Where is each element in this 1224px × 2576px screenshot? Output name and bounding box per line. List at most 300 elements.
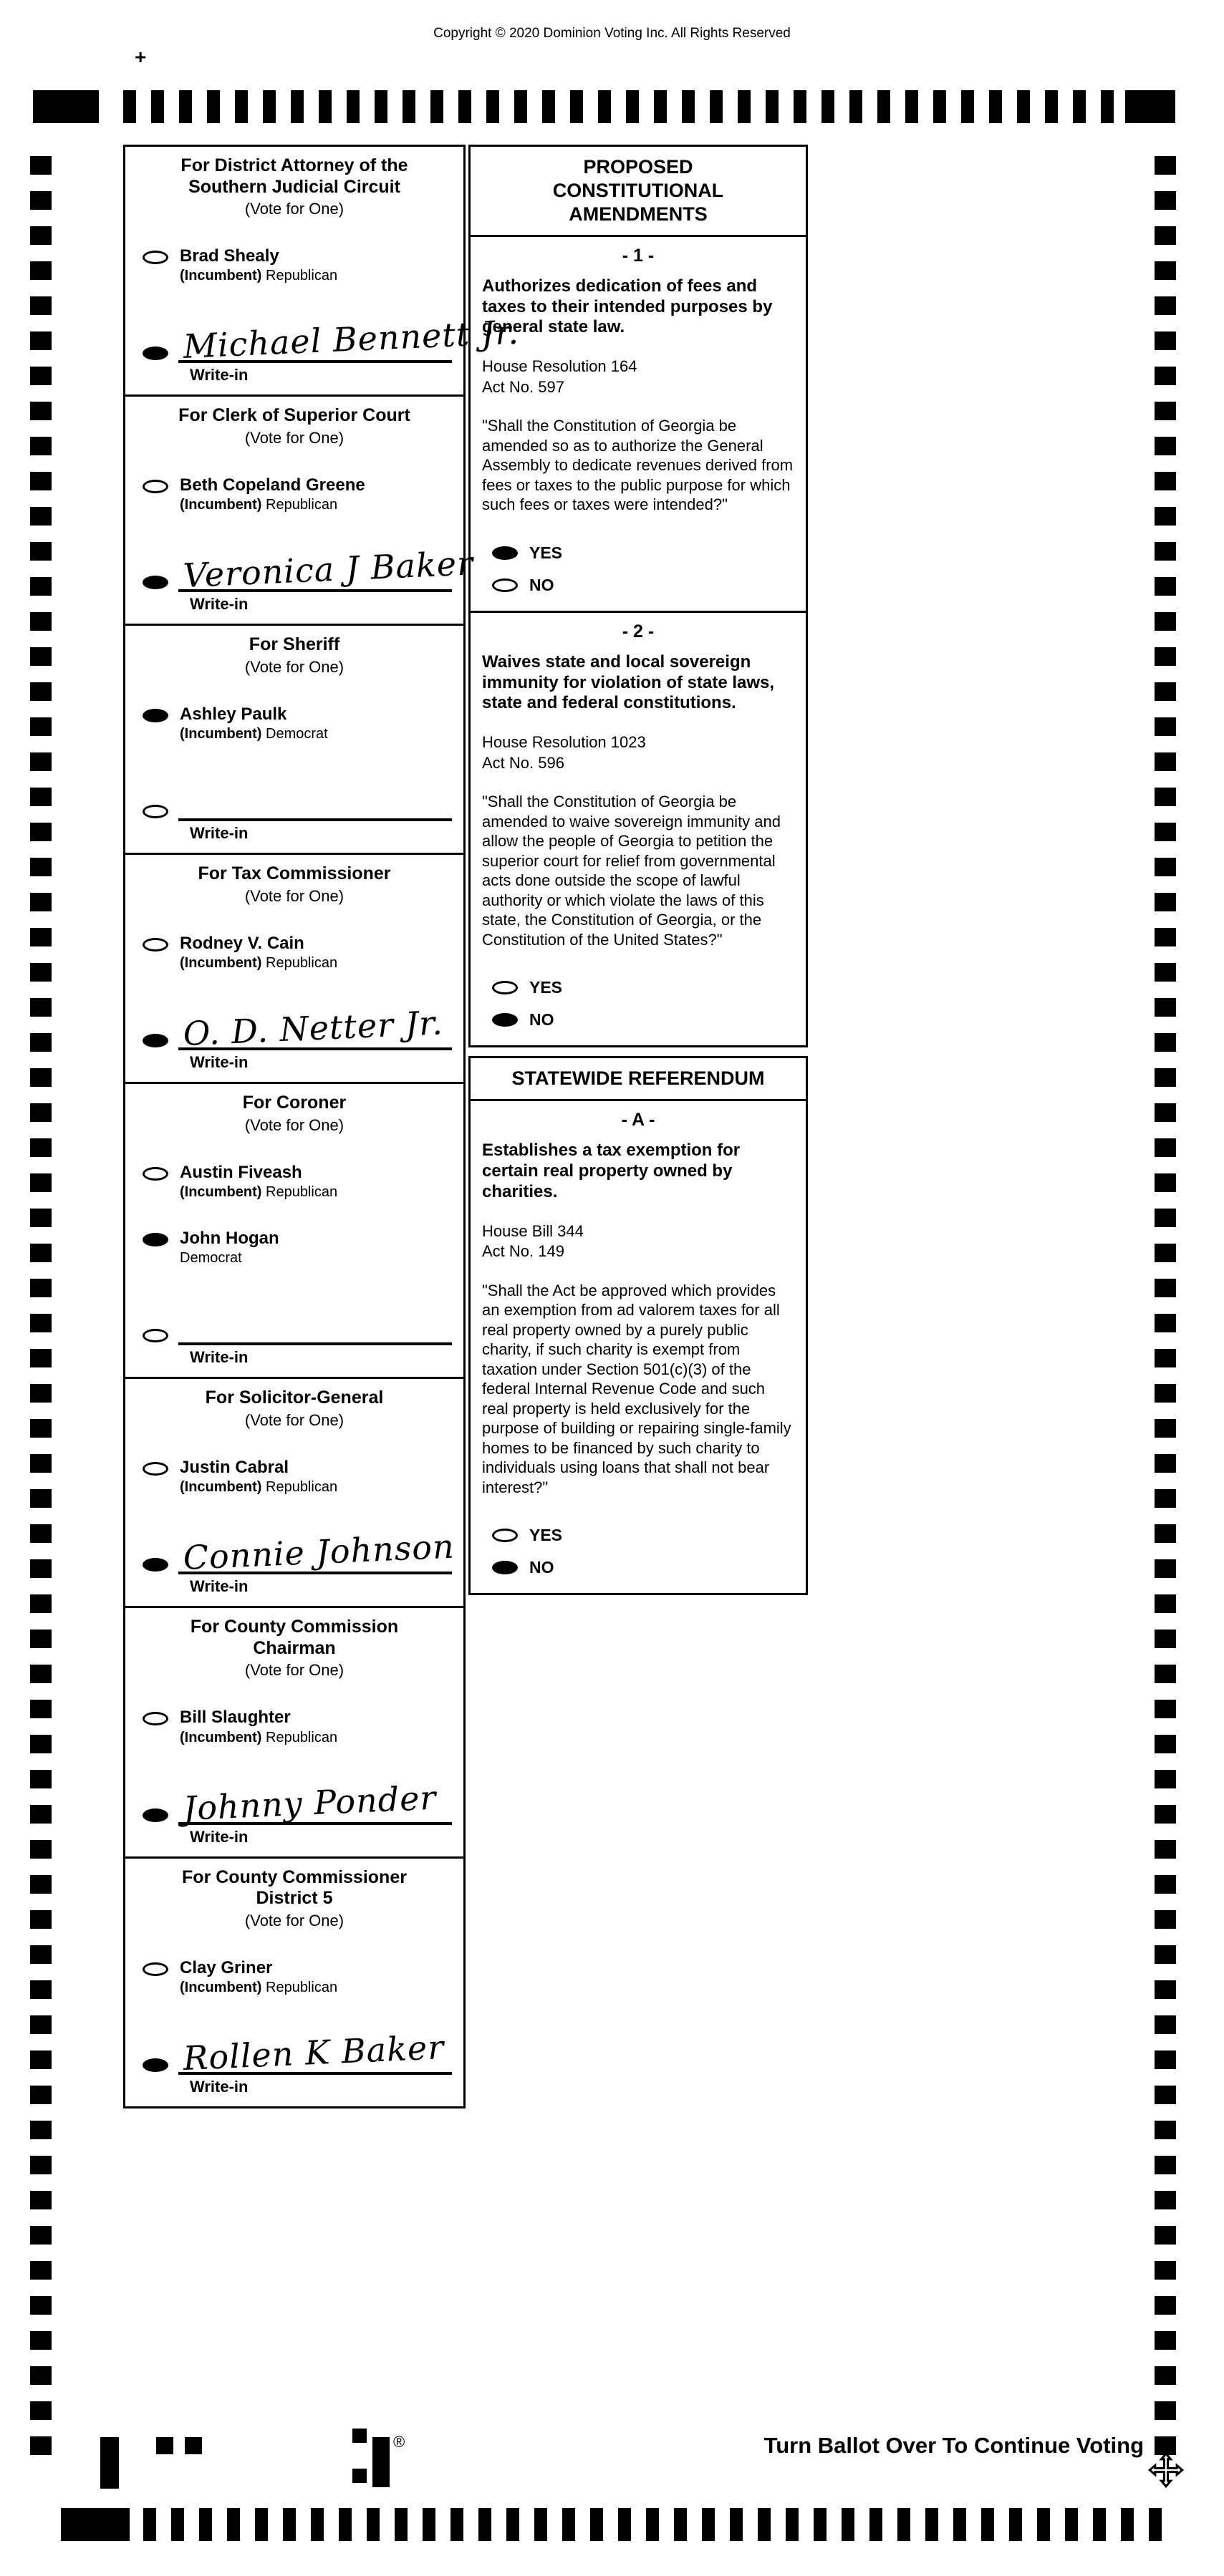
write-in-handwriting: Michael Bennett Jr. [182,312,520,367]
contest-solicitor-general [123,1377,466,1608]
write-in-section [143,2028,452,2096]
contest-commissioner-district-5 [123,1856,466,2108]
timing-mark [30,2436,52,2455]
timing-mark [618,2508,631,2541]
timing-mark [542,90,555,123]
timing-mark [30,1594,52,1613]
candidate-name: Austin Fiveash [180,1162,302,1182]
timing-mark [283,2508,296,2541]
timing-mark [30,2015,52,2034]
diagnostic-mark [352,2469,367,2483]
party-label: Republican [266,1479,338,1496]
incumbent-label: (Incumbent) [180,955,262,972]
candidate-text [180,1959,337,1996]
timing-mark [235,90,248,123]
write-in-label: Write-in [190,366,249,384]
ballot-oval[interactable] [143,938,168,952]
vote-for-instruction: (Vote for One) [244,1911,344,1929]
timing-mark [207,90,220,123]
measure-summary: Establishes a tax exemption for certain real property owned by charities. [482,1141,741,1201]
no-label: NO [529,1010,554,1030]
timing-mark [30,823,52,841]
yes-option [492,543,806,563]
write-in-row [143,1003,452,1054]
timing-mark [30,1033,52,1052]
timing-mark [562,2508,575,2541]
timing-mark [1121,2508,1134,2541]
candidate-name: Bill Slaughter [180,1708,291,1728]
timing-mark [1155,1419,1176,1438]
candidate-name: Justin Cabral [180,1457,289,1477]
timing-mark [1155,788,1176,806]
party-label: Republican [266,1729,338,1745]
candidate-name: Rodney V. Cain [180,933,304,953]
ballot-oval[interactable] [143,1233,168,1246]
timing-mark [30,402,52,420]
measure-number: - 1 - [622,245,655,266]
timing-mark [1155,1910,1176,1929]
yes-label: YES [529,978,563,997]
timing-corner-block [33,90,99,123]
candidate-row [143,1458,453,1496]
write-in-oval[interactable] [143,347,168,360]
timing-mark [1073,90,1086,123]
write-in-oval[interactable] [143,1329,168,1342]
write-in-label: Write-in [190,1577,249,1596]
timing-column-left [30,156,52,2455]
timing-mark [30,928,52,946]
timing-mark [598,90,611,123]
timing-mark [30,1279,52,1297]
contest-column [123,147,520,2108]
write-in-label: Write-in [190,1053,249,1072]
timing-mark [423,2508,435,2541]
timing-mark [1093,2508,1106,2541]
turn-ballot-over-instruction: Turn Ballot Over To Continue Voting [763,2433,1144,2458]
timing-mark [1155,1945,1176,1964]
registration-plus-mark: + [135,46,147,68]
timing-mark [1155,437,1176,455]
timing-mark [30,2261,52,2280]
candidate-row [143,1163,453,1201]
timing-row-top [123,90,1114,123]
incumbent-label: (Incumbent) [180,268,262,284]
write-in-row [143,1308,452,1345]
measure-question: "Shall the Constitution of Georgia be amended so as to authorize the General Assembly to dedicate revenues derived from fees or taxes to the public purpose for which such fees or taxes were intended?" [482,417,794,514]
ballot-oval[interactable] [143,1712,168,1725]
timing-mark [897,2508,910,2541]
timing-mark [1155,367,1176,385]
candidate-text [180,1708,337,1745]
copyright-notice: Copyright © 2020 Dominion Voting Inc. All Rights Reserved [433,26,791,41]
ballot-oval[interactable] [143,1462,168,1476]
candidate-name: Brad Shealy [180,246,279,266]
timing-mark [1155,472,1176,490]
party-label: Republican [266,1183,338,1200]
timing-mark [1155,1033,1176,1052]
candidate-text [180,705,328,742]
timing-mark [821,90,834,123]
timing-mark [1155,2401,1176,2420]
timing-mark [981,2508,994,2541]
timing-mark [1155,1349,1176,1367]
timing-mark [30,191,52,210]
candidate-text [180,1229,279,1267]
candidate-detail [180,497,365,513]
timing-mark [1155,963,1176,982]
timing-mark [478,2508,491,2541]
timing-mark [877,90,890,123]
timing-mark [30,2050,52,2069]
write-in-line[interactable] [178,312,520,367]
no-oval[interactable] [492,578,518,592]
contest-tax-commissioner [123,853,466,1084]
write-in-line[interactable] [178,1526,456,1578]
party-label: Republican [266,955,338,972]
timing-mark [430,90,443,123]
write-in-section [143,1526,456,1596]
timing-mark [1155,226,1176,245]
diagnostic-mark [372,2437,390,2487]
timing-mark [1155,1980,1176,1999]
write-in-line[interactable] [178,1778,452,1828]
timing-mark [842,2508,854,2541]
timing-mark [1155,2296,1176,2315]
no-label: NO [529,1558,554,1577]
timing-mark [30,1910,52,1929]
timing-mark [1017,90,1030,123]
candidate-name: John Hogan [180,1228,279,1248]
timing-mark [30,1945,52,1964]
contest-title: For County Commissioner District 5 [182,1866,407,1909]
timing-mark [1155,296,1176,315]
timing-mark [30,1454,52,1473]
no-oval[interactable] [492,1013,518,1027]
timing-mark [1065,2508,1078,2541]
write-in-line[interactable] [178,1308,452,1345]
timing-mark [30,2296,52,2315]
timing-mark [30,788,52,806]
timing-mark [1155,1068,1176,1087]
timing-mark [766,90,779,123]
timing-mark [30,858,52,876]
timing-mark [30,1770,52,1788]
timing-mark [1155,1138,1176,1157]
write-in-handwriting: O. D. Netter Jr. [182,1003,444,1054]
party-label: Republican [266,268,338,284]
contest-sheriff [123,624,466,855]
contest-title: For Clerk of Superior Court [178,405,410,426]
contest-district-attorney [123,145,520,397]
candidate-detail [180,955,337,972]
contest-commission-chairman [123,1606,466,1858]
timing-mark [30,752,52,771]
timing-mark [30,1630,52,1648]
timing-mark [1155,2121,1176,2139]
party-label: Republican [266,497,338,513]
timing-mark [339,2508,352,2541]
party-label: Democrat [180,1250,242,1267]
write-in-label: Write-in [190,1827,249,1846]
write-in-oval[interactable] [143,1558,168,1572]
timing-mark [570,90,583,123]
write-in-handwriting: Veronica J Baker [182,543,475,596]
timing-mark [30,682,52,701]
timing-mark [1149,2508,1162,2541]
contest-clerk-superior-court [123,394,475,626]
contest-title: For District Attorney of the Southern Judicial Circuit [180,155,408,197]
timing-mark [30,472,52,490]
timing-mark [1155,612,1176,631]
timing-mark [646,2508,659,2541]
write-in-section [143,1003,452,1072]
timing-mark [30,2156,52,2174]
write-in-oval[interactable] [143,1034,168,1047]
measure-options [492,1526,806,1577]
measure-a [468,1099,808,1595]
measure-reference [471,1221,806,1262]
candidate-text [180,1163,337,1201]
timing-mark [30,963,52,982]
timing-mark [1155,191,1176,210]
timing-mark [30,367,52,385]
timing-mark [30,331,52,350]
timing-mark [403,90,415,123]
diagnostic-mark [156,2437,173,2454]
timing-mark [30,1735,52,1753]
candidate-text [180,247,337,284]
measure-question: "Shall the Constitution of Georgia be amended to waive sovereign immunity and allow the people of Georgia to petition the superior court for relief from governmental acts done outside the scope of lawful authority or which violate the laws of this state, the Constitution of Georgia, or the Constitution of the United States?" [482,793,781,949]
timing-mark [255,2508,268,2541]
candidate-row [143,1708,453,1745]
timing-mark [30,2226,52,2245]
vote-for-instruction: (Vote for One) [244,1115,344,1134]
amendments-header: PROPOSED CONSTITUTIONAL AMENDMENTS [552,156,724,225]
write-in-section [143,312,520,384]
timing-mark [1155,647,1176,666]
no-label: NO [529,575,554,594]
timing-mark [30,296,52,315]
timing-mark [682,90,695,123]
write-in-label: Write-in [190,2078,249,2096]
timing-mark [30,1209,52,1227]
candidate-row [143,1229,453,1267]
timing-mark [1155,717,1176,736]
timing-mark [1155,998,1176,1017]
vote-for-instruction: (Vote for One) [244,886,344,905]
timing-mark [30,2121,52,2139]
timing-mark [179,90,192,123]
measure-2 [468,611,808,1048]
timing-mark [30,717,52,736]
timing-mark [905,90,918,123]
timing-mark [227,2508,240,2541]
measure-reference [471,732,806,773]
timing-mark [263,90,276,123]
contest-title: For Sheriff [249,634,340,655]
write-in-section [143,1308,452,1367]
timing-mark [1155,1524,1176,1543]
timing-mark [30,577,52,596]
write-in-section [143,784,452,843]
timing-mark [1155,156,1176,175]
yes-oval[interactable] [492,546,518,560]
no-oval[interactable] [492,1561,518,1574]
timing-mark [1155,2015,1176,2034]
timing-row-bottom [143,2508,1162,2541]
timing-mark [626,90,639,123]
party-label: Republican [266,1980,338,1996]
no-option [492,576,806,595]
timing-mark [1155,1454,1176,1473]
incumbent-label: (Incumbent) [180,1980,262,1996]
write-in-line[interactable] [178,1003,452,1054]
timing-mark [1155,2086,1176,2104]
write-in-line[interactable] [178,543,475,596]
incumbent-label: (Incumbent) [180,497,262,513]
timing-mark [30,261,52,280]
timing-mark [30,1559,52,1578]
incumbent-label: (Incumbent) [180,1183,262,1200]
timing-mark [395,2508,408,2541]
timing-mark [347,90,360,123]
candidate-text [180,476,365,513]
timing-corner-block [1125,90,1175,123]
write-in-row [143,1778,452,1828]
ballot-oval[interactable] [143,1962,168,1976]
measure-summary: Authorizes dedication of fees and taxes to their intended purposes by general state law. [482,276,773,337]
timing-mark [30,1244,52,1262]
registered-trademark-symbol: ® [393,2433,405,2451]
timing-mark [1155,2156,1176,2174]
candidate-detail [180,1730,337,1746]
measure-1 [468,235,808,613]
timing-mark [30,1138,52,1157]
timing-mark [730,2508,743,2541]
timing-mark [30,1068,52,1087]
yes-option [492,1526,806,1545]
timing-mark [1045,90,1058,123]
write-in-line[interactable] [178,2028,452,2078]
timing-mark [30,1840,52,1859]
write-in-oval[interactable] [143,1808,168,1822]
ballot-oval[interactable] [143,1167,168,1181]
timing-mark [486,90,499,123]
timing-mark [534,2508,547,2541]
timing-mark [143,2508,156,2541]
timing-mark [849,90,862,123]
timing-mark [458,90,471,123]
write-in-handwriting: Rollen K Baker [182,2028,445,2078]
timing-mark [1155,1594,1176,1613]
timing-mark [1155,1489,1176,1508]
timing-mark [30,2086,52,2104]
write-in-oval[interactable] [143,576,168,589]
timing-mark [30,1314,52,1332]
yes-label: YES [529,1526,563,1545]
timing-mark [30,1173,52,1192]
candidate-row [143,476,453,513]
write-in-label: Write-in [190,595,249,614]
write-in-oval[interactable] [143,805,168,818]
ballot-oval[interactable] [143,709,168,722]
timing-mark [30,1875,52,1894]
measure-ref-line: House Resolution 164 [482,357,637,376]
measure-reference [471,357,806,397]
timing-mark [30,1980,52,1999]
diagnostic-mark [100,2437,119,2489]
contest-title: For Coroner [242,1093,347,1113]
timing-mark [1155,542,1176,561]
ballot-body [123,147,808,2108]
timing-mark [1155,1244,1176,1262]
write-in-oval[interactable] [143,2058,168,2072]
timing-mark [654,90,667,123]
yes-oval[interactable] [492,1529,518,1542]
timing-mark [710,90,723,123]
referendum-header: STATEWIDE REFERENDUM [511,1067,765,1090]
timing-mark [1155,1103,1176,1122]
candidate-name: Beth Copeland Greene [180,475,365,495]
timing-mark [30,647,52,666]
ballot-oval[interactable] [143,480,168,493]
vote-for-instruction: (Vote for One) [244,1410,344,1429]
incumbent-label: (Incumbent) [180,1479,262,1496]
amendments-header-panel [468,145,808,237]
write-in-line[interactable] [178,784,452,821]
timing-mark [30,998,52,1017]
timing-mark [1155,823,1176,841]
measure-ref-line: Act No. 596 [482,753,564,772]
timing-mark [151,90,164,123]
yes-oval[interactable] [492,981,518,994]
candidate-detail [180,268,337,284]
timing-mark [869,2508,882,2541]
measure-ref-line: House Bill 344 [482,1221,584,1240]
candidate-detail [180,1479,337,1496]
contest-coroner [123,1082,466,1379]
timing-column-right [1155,156,1176,2455]
timing-mark [1155,1173,1176,1192]
timing-mark [925,2508,938,2541]
timing-mark [30,1349,52,1367]
write-in-row [143,784,452,821]
diagnostic-mark [352,2429,367,2443]
timing-mark [1155,577,1176,596]
measure-number: - 2 - [622,621,655,641]
timing-mark [311,2508,324,2541]
timing-mark [738,90,751,123]
write-in-handwriting: Johnny Ponder [182,1778,438,1828]
timing-mark [1101,90,1114,123]
timing-mark [1037,2508,1050,2541]
ballot-oval[interactable] [143,251,168,264]
timing-mark [30,1700,52,1718]
timing-mark [30,507,52,526]
timing-mark [1155,1630,1176,1648]
timing-mark [30,437,52,455]
timing-mark [450,2508,463,2541]
vote-for-instruction: (Vote for One) [244,200,344,218]
timing-mark [291,90,304,123]
candidate-text [180,1458,337,1496]
timing-mark [506,2508,519,2541]
timing-mark [30,2366,52,2385]
measure-ref-line: Act No. 149 [482,1242,564,1261]
timing-mark [30,1489,52,1508]
write-in-label: Write-in [190,1348,249,1367]
incumbent-label: (Incumbent) [180,1729,262,1745]
